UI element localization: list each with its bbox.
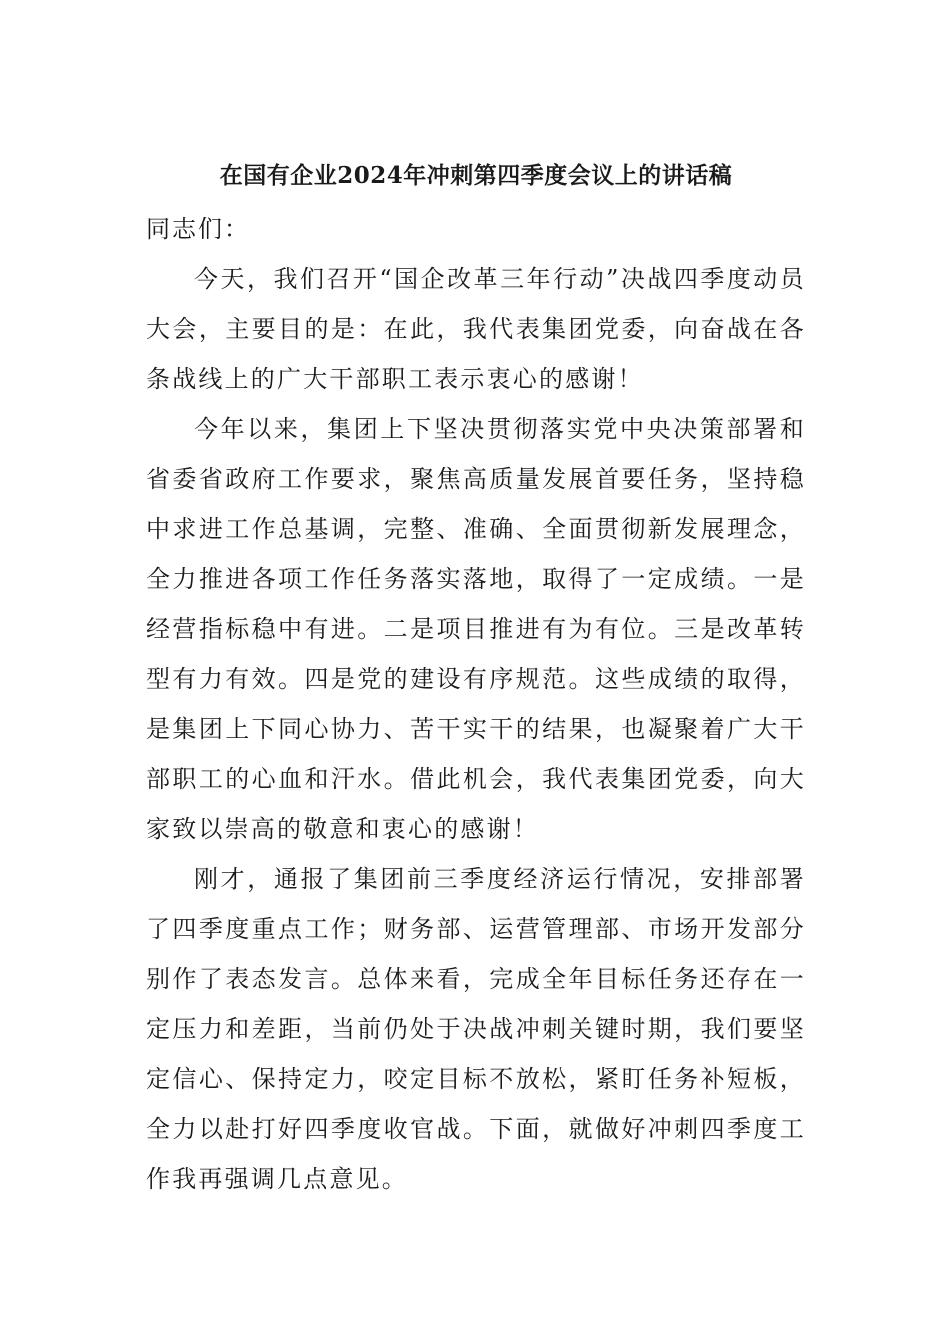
paragraph-opening: 今天，我们召开“国企改革三年行动”决战四季度动员大会，主要目的是：在此，我代表集团党委，向奋战在各条战线上的广大干部职工表示衷心的感谢！ <box>146 265 806 393</box>
paragraph-achievements: 今年以来，集团上下坚决贯彻落实党中央决策部署和省委省政府工作要求，聚焦高质量发展首要任务，坚持稳中求进工作总基调，完整、准确、全面贯彻新发展理念，全力推进各项工作任务落实落地，取得了一定成绩。一是经营指标稳中有进。二是项目推进有为有位。三是改革转型有力有效。四是党的建设有序规范。这些成绩的取得，是集团上下同心协力、苦干实干的结果，也凝聚着广大干部职工的心血和汗水。借此机会，我代表集团党委，向大家致以崇高的敬意和衷心的感谢！ <box>146 415 806 843</box>
paragraph-outlook: 刚才，通报了集团前三季度经济运行情况，安排部署了四季度重点工作；财务部、运营管理部、市场开发部分别作了表态发言。总体来看，完成全年目标任务还存在一定压力和差距，当前仍处于决战冲刺关键时期，我们要坚定信心、保持定力，咬定目标不放松，紧盯任务补短板，全力以赴打好四季度收官战。下面，就做好冲刺四季度工作我再强调几点意见。 <box>146 865 806 1193</box>
document-title: 在国有企业2024年冲刺第四季度会议上的讲话稿 <box>219 162 733 189</box>
document-page <box>146 148 806 1204</box>
salutation: 同志们： <box>146 215 250 243</box>
